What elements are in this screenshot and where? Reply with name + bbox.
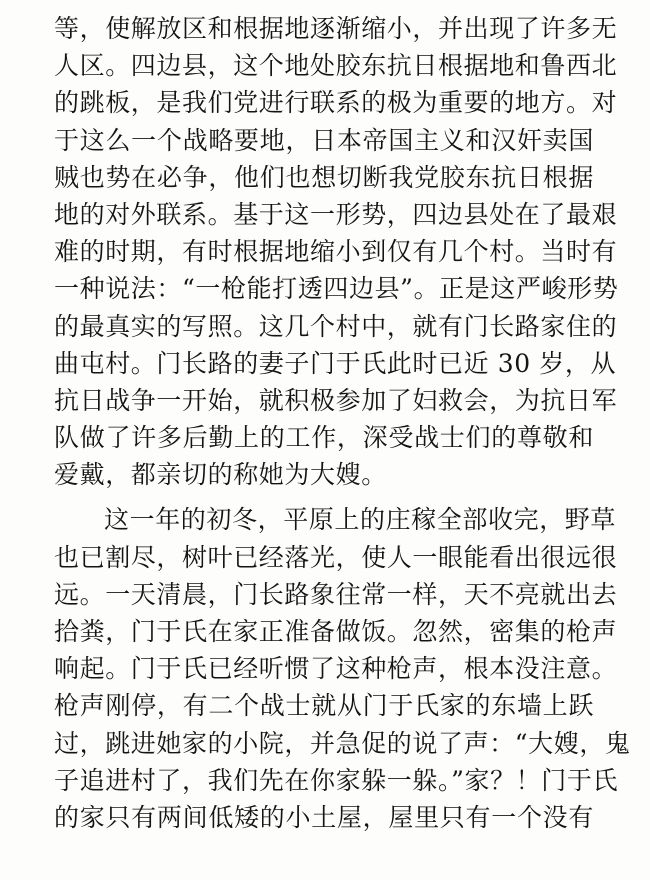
text-line: 一种说法：“一枪能打透四边县”。正是这严峻形势	[54, 274, 619, 304]
text-line: 地的对外联系。基于这一形势，四边县处在了最艰	[54, 199, 618, 229]
text-line: 枪声刚停，有二个战士就从门于氏家的东墙上跃	[54, 691, 594, 721]
text-line: 的跳板，是我们党进行联系的极为重要的地方。对	[54, 88, 618, 118]
text-line: 等，使解放区和根据地逐渐缩小，并出现了许多无	[54, 14, 618, 43]
text-line: 响起。门于氏已经听惯了这种枪声，根本没注意。	[54, 654, 618, 684]
paragraph-2	[54, 501, 631, 836]
text-line: 抗日战争一开始，就积极参加了妇救会，为抗日军	[54, 385, 618, 415]
body-text	[54, 10, 631, 836]
text-line: 队做了许多后勤上的工作，深受战士们的尊敬和	[54, 423, 594, 453]
text-line: 子追进村了，我们先在你家躲一躲。”家？！门于氏	[54, 765, 619, 795]
text-line: 爱戴，都亲切的称她为大嫂。	[54, 460, 387, 490]
text-line: 曲屯村。门长路的妻子门于氏此时已近 30 岁，从	[54, 348, 617, 378]
text-line: 于这么一个战略要地，日本帝国主义和汉奸卖国	[54, 125, 594, 155]
text-line: 拾粪，门于氏在家正准备做饭。忽然，密集的枪声	[54, 617, 618, 646]
text-line: 的家只有两间低矮的小土屋，屋里只有一个没有	[54, 802, 594, 832]
paragraph-gap	[54, 493, 594, 501]
text-line: 也已割尽，树叶已经落光，使人一眼能看出很远很	[54, 542, 618, 572]
text-line: 过，跳进她家的小院，并急促的说了声：“大嫂，鬼	[54, 728, 631, 758]
text-line: 的最真实的写照。这几个村中，就有门长路家住的	[54, 311, 618, 341]
paragraph-1	[54, 10, 619, 493]
text-line: 贼也势在必争，他们也想切断我党胶东抗日根据	[54, 162, 594, 192]
text-line: 远。一天清晨，门长路象往常一样，天不亮就出去	[54, 579, 618, 609]
text-line: 人区。四边县，这个地处胶东抗日根据地和鲁西北	[54, 51, 618, 81]
text-line: 难的时期，有时根据地缩小到仅有几个村。当时有	[54, 237, 618, 267]
text-line: 这一年的初冬，平原上的庄稼全部收完，野草	[104, 505, 617, 535]
